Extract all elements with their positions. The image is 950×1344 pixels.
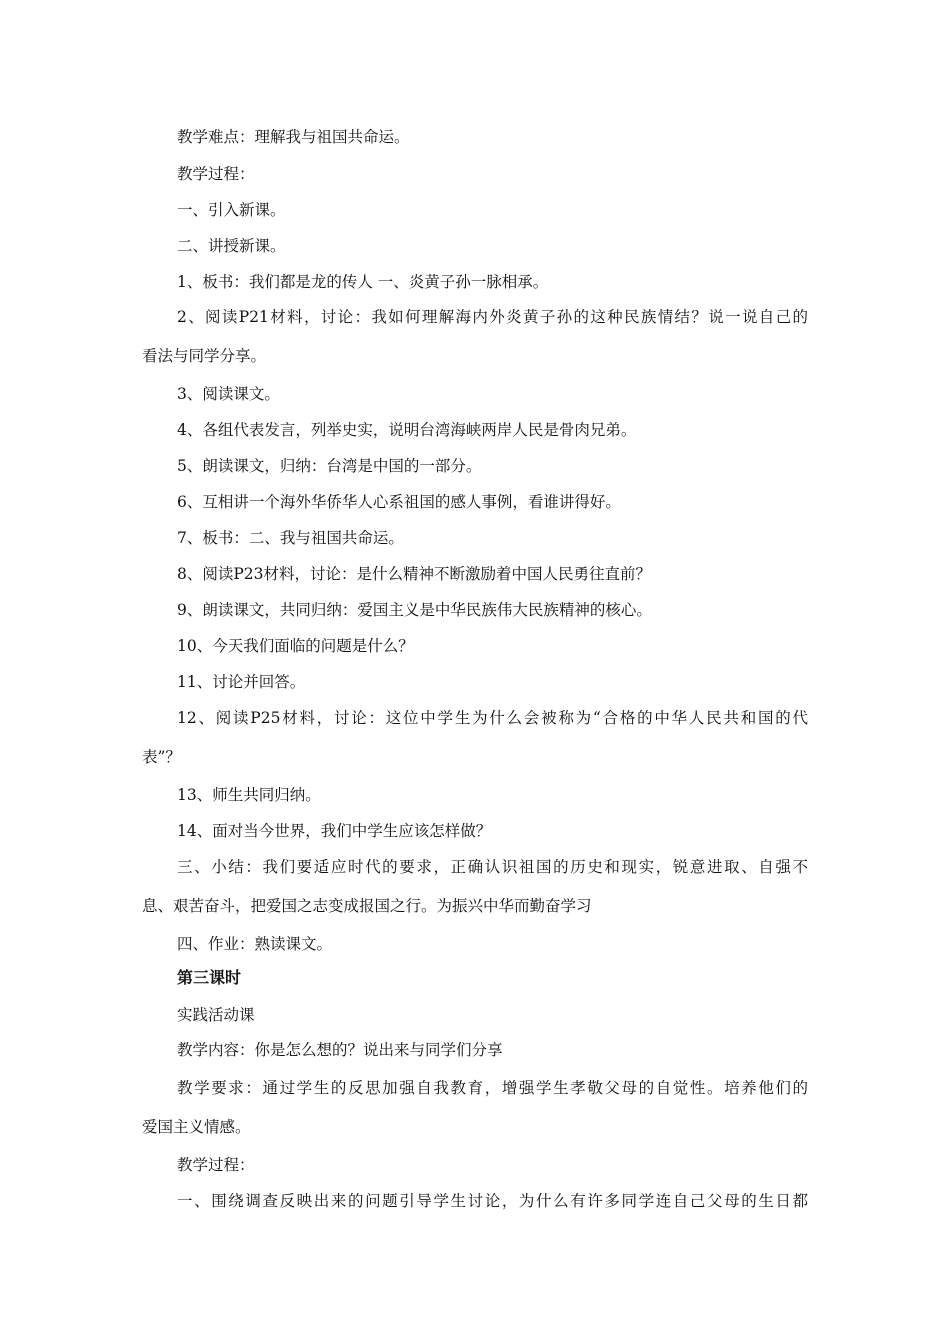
item-9: 9、朗读课文，共同归纳：爱国主义是中华民族伟大民族精神的核心。 [177, 601, 652, 619]
item-4: 4、各组代表发言，列举史实，说明台湾海峡两岸人民是骨肉兄弟。 [177, 421, 637, 439]
item-3: 3、阅读课文。 [177, 385, 280, 403]
item-2-cont: 看法与同学分享。 [142, 347, 267, 365]
lesson-title: 第三课时 [177, 968, 242, 987]
item-1: 1、板书：我们都是龙的传人 一、炎黄子孙一脉相承。 [177, 273, 549, 291]
step-intro: 一、引入新课。 [177, 201, 286, 219]
item-11: 11、讨论并回答。 [177, 673, 306, 691]
difficulty-line: 教学难点：理解我与祖国共命运。 [177, 128, 410, 146]
item-5: 5、朗读课文，归纳：台湾是中国的一部分。 [177, 457, 482, 475]
item-12-cont: 表”？ [142, 748, 181, 766]
item-14: 14、面对当今世界，我们中学生应该怎样做？ [177, 822, 492, 840]
item-13: 13、师生共同归纳。 [177, 786, 321, 804]
item-8: 8、阅读P23材料，讨论：是什么精神不断激励着中国人民勇往直前？ [177, 565, 652, 583]
discussion-line: 一、围绕调查反映出来的问题引导学生讨论，为什么有许多同学连自己父母的生日都 [177, 1192, 808, 1210]
homework-line: 四、作业：熟读课文。 [177, 935, 333, 953]
summary-line: 三、小结：我们要适应时代的要求，正确认识祖国的历史和现实，锐意进取、自强不 [177, 858, 808, 876]
item-7: 7、板书：二、我与祖国共命运。 [177, 529, 404, 547]
requirement-cont: 爱国主义情感。 [142, 1118, 251, 1136]
item-10: 10、今天我们面临的问题是什么？ [177, 637, 414, 655]
item-12: 12、阅读P25材料，讨论：这位中学生为什么会被称为“合格的中华人民共和国的代 [177, 709, 808, 727]
activity-type: 实践活动课 [177, 1006, 255, 1024]
item-6: 6、互相讲一个海外华侨华人心系祖国的感人事例，看谁讲得好。 [177, 493, 621, 511]
step-teach: 二、讲授新课。 [177, 237, 286, 255]
summary-cont: 息、艰苦奋斗，把爱国之志变成报国之行。为振兴中华而勤奋学习 [142, 897, 592, 915]
process-heading: 教学过程： [177, 165, 255, 183]
process-heading-2: 教学过程： [177, 1156, 255, 1174]
item-2: 2、阅读P21材料，讨论：我如何理解海内外炎黄子孙的这种民族情结？说一说自己的 [177, 308, 808, 326]
content-line: 教学内容：你是怎么想的？说出来与同学们分享 [177, 1041, 503, 1059]
requirement-line: 教学要求：通过学生的反思加强自我教育，增强学生孝敬父母的自觉性。培养他们的 [177, 1079, 808, 1097]
